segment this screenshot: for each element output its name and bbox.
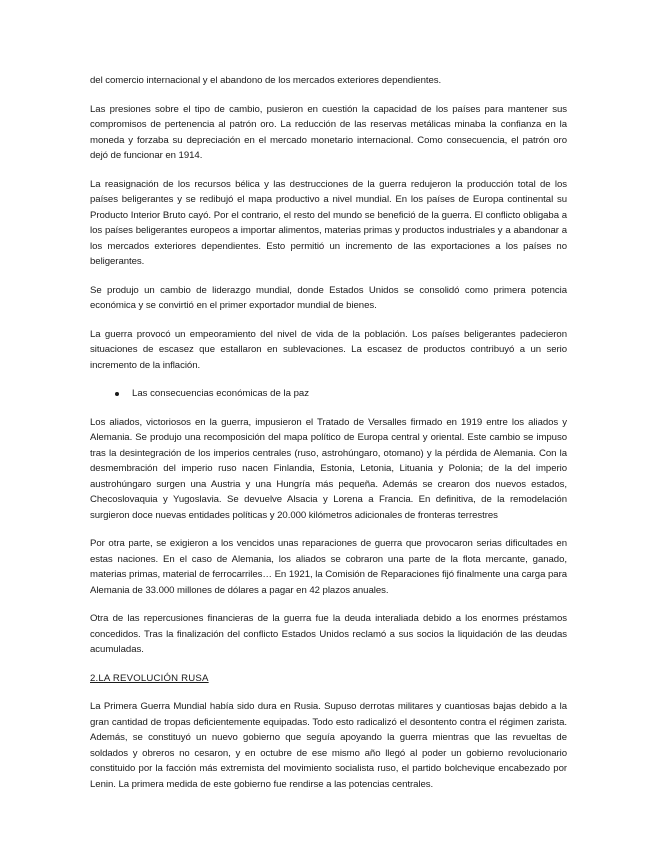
paragraph-gold-standard: Las presiones sobre el tipo de cambio, pusieron en cuestión la capacidad de los países para mantener sus compromisos de pertenencia al patrón oro. La reducción de las reservas metálicas minaba la confianza en la moneda y forzaba su depreciación en el mercado monetario internacional. Como consecuencia, el patrón oro dejó de funcionar en 1914. (90, 103, 567, 161)
paragraph-living-standards: La guerra provocó un empeoramiento del nivel de vida de la población. Los países beligerantes padecieron situaciones de escasez que estallaron en sublevaciones. La escasez de productos contribuyó a un serio incremento de la inflación. (90, 328, 567, 371)
bullet-text: Las consecuencias económicas de la paz (132, 388, 310, 399)
paragraph-versailles: Los aliados, victoriosos en la guerra, impusieron el Tratado de Versalles firmado en 1919 entre los aliados y Alemania. Se produjo una recomposición del mapa político de Europa central y oriental. Este cambio se impuso tras la desintegración de los imperios centrales (ruso, astrohúngaro, otomano) y la pérdida de Alemania. Con la desmembración del imperio ruso nacen Finlandia, Estonia, Letonia, Lituania y Polonia; de la del imperio austrohúngaro surgen una Austria y una Hungría más pequeña. Además se crearon dos nuevos estados, Checoslovaquia y Yugoslavia. Se devuelve Alsacia y Lorena a Francia. En definitiva, de la remodelación surgieron doce nuevas entidades políticas y 20.000 kilómetros adicionales de fronteras terrestres (90, 416, 567, 521)
bullet-item (90, 386, 567, 402)
paragraph-russian-revolution: La Primera Guerra Mundial había sido dura en Rusia. Supuso derrotas militares y cuantiosas bajas debido a la gran cantidad de tropas deficientemente equipadas. Todo esto radicalizó el desontento contra el régimen zarista. Además, se constituyó un nuevo gobierno que seguía apoyando la guerra mientras que las revueltas de soldados y obreros no cesaron, y en octubre de ese mismo año llegó al poder un gobierno revolucionario constituido por la facción más extremista del movimiento socialista ruso, el partido bolchevique encabezado por Lenin. La primera medida de este gobierno fue rendirse a las potencias centrales. (90, 701, 567, 790)
bullet-icon (115, 392, 119, 396)
section-heading: 2.LA REVOLUCIÓN RUSA (90, 672, 209, 684)
paragraph-interallied-debt: Otra de las repercusiones financieras de la guerra fue la deuda interaliada debido a los enormes préstamos concedidos. Tras la finalización del conflicto Estados Unidos reclamó a sus socios la liquidación de las deudas acumuladas. (90, 613, 567, 655)
paragraph-reparations: Por otra parte, se exigieron a los vencidos unas reparaciones de guerra que provocaron serias dificultades en estas naciones. En el caso de Alemania, los aliados se cobraron una parte de la flota mercante, ganado, materias primas, material de ferrocarriles… En 1921, la Comisión de Reparaciones fijó finalmente una carga para Alemania de 33.000 millones de dólares a pagar en 42 plazos anuales. (90, 538, 567, 596)
paragraph-war-production: La reasignación de los recursos bélica y las destrucciones de la guerra redujeron la producción total de los países beligerantes y se redibujó el mapa productivo a nivel mundial. En los países de Europa continental su Producto Interior Bruto cayó. Por el contrario, el resto del mundo se benefició de la guerra. El conflicto obligaba a los países beligerantes europeos a importar alimentos, materias primas y productos industriales y a abandonar a los mercados exteriores dependientes. Esto permitió un incremento de las exportaciones a los países no beligerantes. (90, 178, 567, 267)
paragraph-continuation: del comercio internacional y el abandono de los mercados exteriores dependientes. (90, 75, 442, 86)
paragraph-leadership-change: Se produjo un cambio de liderazgo mundial, donde Estados Unidos se consolidó como primera potencia económica y se convirtió en el primer exportador mundial de bienes. (90, 284, 567, 311)
